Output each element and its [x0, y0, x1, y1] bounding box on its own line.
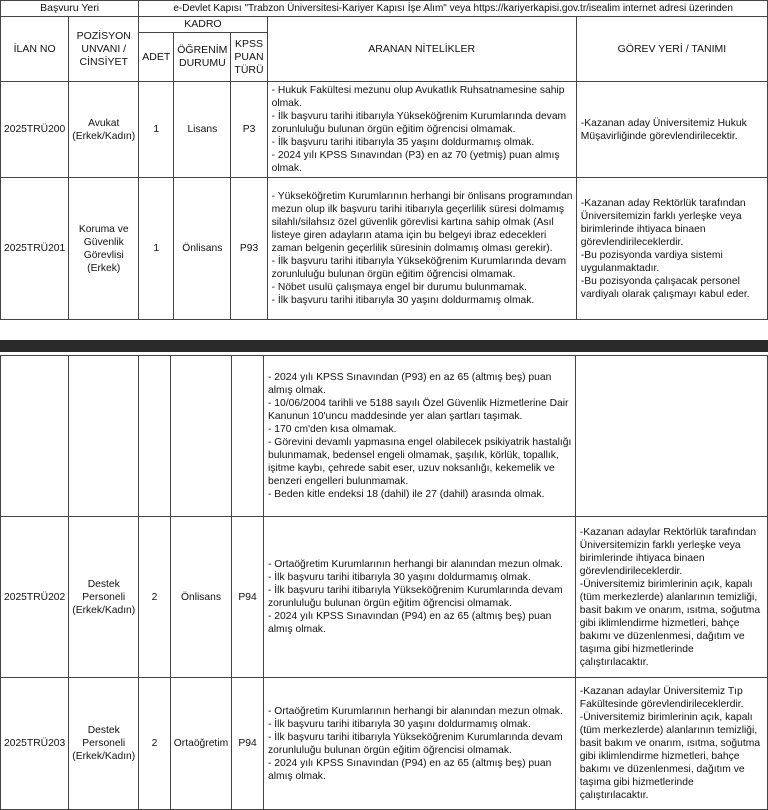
- nitelik-item: - Hukuk Fakültesi mezunu olup Avukatlık Ruhsatnamesine sahip olmak.: [271, 85, 565, 109]
- nitelik-item: - Ortaöğretim Kurumlarının herhangi bir alanından mezun olmak.: [268, 559, 563, 570]
- nitelik-item: - İlk başvuru tarihi itibarıyla 30 yaşını doldurmamış olmak.: [268, 572, 531, 583]
- ogrenim: Ortaöğretim: [170, 678, 231, 810]
- nitelik-item: - İlk başvuru tarihi itibarıyla Yükseköğrenim Kurumlarında devam zorunluluğu bulunan örgün eğitim öğrencisi olmamak.: [268, 731, 563, 756]
- pozisyon: [69, 356, 139, 517]
- gorev-cell: [575, 678, 767, 810]
- apply-place-label: Başvuru Yeri: [1, 1, 139, 17]
- kpss: P94: [232, 517, 264, 678]
- gorev-item: -Bu pozisyonda vardiya sistemi uygulanmaktadır.: [580, 249, 723, 274]
- gorev-cell: [575, 356, 767, 517]
- ilan-no: 2025TRÜ201: [1, 178, 69, 320]
- page-break-bar: [0, 340, 768, 352]
- gorev-item: -Kazanan adaylar Üniversitemiz Tıp Fakültesinde görevlendirileceklerdir.: [579, 686, 744, 710]
- adet: 2: [139, 678, 171, 810]
- col-nitelikler: ARANAN NİTELİKLER: [267, 17, 576, 82]
- nitelik-item: - İlk başvuru tarihi itibarıyla Yükseköğrenim Kurumlarında devam zorunluluğu bulunan örgün eğitim öğrencisi olmamak.: [271, 256, 567, 280]
- col-ilan-no: İLAN NO: [1, 17, 69, 82]
- nitelik-item: - 170 cm'den kısa olmamak.: [268, 424, 397, 435]
- nitelik-item: - 2024 yılı KPSS Sınavından (P3) en az 70 (yetmiş) puan almış olmak.: [271, 150, 560, 174]
- nitelikler-cell: [264, 356, 576, 517]
- col-ogrenim: ÖĞRENİM DURUMU: [174, 33, 231, 82]
- adet: [139, 356, 171, 517]
- nitelik-item: - Nöbet usulü çalışmaya engel bir durumu bulunmamak.: [271, 282, 527, 293]
- kpss: P93: [231, 178, 267, 320]
- gorev-item: -Kazanan aday Rektörlük tarafından Üniversitemizin farklı yerleşke veya birimlerinde ihtiyaca binaen görevlendirileceklerdir.: [580, 197, 746, 248]
- pozisyon: Destek Personeli (Erkek/Kadın): [69, 678, 139, 810]
- nitelik-item: - 2024 yılı KPSS Sınavından (P94) en az 65 (altmış beş) puan almış olmak.: [268, 757, 552, 782]
- table-row: [1, 356, 768, 517]
- table-row: [1, 517, 768, 678]
- gorev-item: -Kazanan aday Üniversitemiz Hukuk Müşavirliğinde görevlendirilecektir.: [580, 117, 747, 142]
- gorev-cell: [576, 178, 767, 320]
- ilan-no: 2025TRÜ202: [1, 517, 69, 678]
- nitelik-item: - İlk başvuru tarihi itibarıyla 35 yaşını doldurmamış olmak.: [271, 137, 535, 148]
- pozisyon: Destek Personeli (Erkek/Kadın): [69, 517, 139, 678]
- table-row: [1, 82, 768, 178]
- nitelik-item: - Görevini devamlı yapmasına engel olabilecek psikiyatrik hastalığı bulunmamak, bedensel engeli olmamak, şaşılık, körlük, topallık, işitme kaybı, çehrede sabit eser, uzuv noksanlığı, kekemelik ve benzeri engelleri bulunmamak.: [268, 437, 572, 487]
- ilan-no: [1, 356, 69, 517]
- nitelik-item: - İlk başvuru tarihi itibarıyla Yükseköğrenim Kurumlarında devam zorunluluğu bulunan örgün eğitim öğrencisi olmamak.: [268, 585, 563, 609]
- nitelik-item: - 10/06/2004 tarihli ve 5188 sayılı Özel Güvenlik Hizmetlerine Dair Kanunun 10'uncu maddesinde yer alan şartları taşımak.: [268, 398, 569, 422]
- kpss: P94: [232, 678, 264, 810]
- col-gorev: GÖREV YERİ / TANIMI: [576, 17, 767, 82]
- adet: 2: [139, 517, 171, 678]
- col-kpss: KPSS PUAN TÜRÜ: [231, 33, 267, 82]
- pozisyon: Koruma ve Güvenlik Görevlisi (Erkek): [69, 178, 139, 320]
- kpss: P3: [231, 82, 267, 178]
- job-table-bottom: [0, 355, 768, 810]
- ogrenim: Önlisans: [170, 517, 231, 678]
- nitelik-item: - Ortaöğretim Kurumlarının herhangi bir alanından mezun olmak.: [268, 705, 563, 717]
- table-row: [1, 678, 768, 810]
- ogrenim: Önlisans: [174, 178, 231, 320]
- nitelik-item: - Yükseköğretim Kurumlarının herhangi bir önlisans programından mezun olup ilk başvuru tarihi itibarıyla geçerlilik süresi dolmamış silahlı/silahsız özel güvenlik görevlisi kartına sahip olmak (Asıl listeye giren adayların atama için bu belgeyi ibraz edecekleri zaman belgenin geçerlilik süresinin dolmamış olması gerekir).: [271, 191, 573, 254]
- nitelik-item: - İlk başvuru tarihi itibarıyla 30 yaşını doldurmamış olmak.: [268, 718, 531, 730]
- ogrenim: Lisans: [174, 82, 231, 178]
- table-row: [1, 178, 768, 320]
- ilan-no: 2025TRÜ203: [1, 678, 69, 810]
- adet: 1: [139, 178, 174, 320]
- adet: 1: [139, 82, 174, 178]
- nitelik-item: - İlk başvuru tarihi itibarıyla Yükseköğrenim Kurumlarında devam zorunluluğu bulunan örgün eğitim öğrencisi olmamak.: [271, 111, 567, 135]
- nitelikler-cell: [264, 517, 576, 678]
- gorev-item: -Bu pozisyonda çalışacak personel vardiyalı olarak çalışmayı kabul eder.: [580, 275, 750, 300]
- nitelikler-cell: [264, 678, 576, 810]
- ilan-no: 2025TRÜ200: [1, 82, 69, 178]
- col-adet: ADET: [139, 33, 174, 82]
- nitelikler-cell: [267, 82, 576, 178]
- gorev-item: -Üniversitemiz birimlerinin açık, kapalı (tüm merkezlerde) alanlarının temizliği, basit bakım ve onarım, ısıtma, soğutma gibi iklimlendirme hizmetleri, bahçe bakımı ve düzenlenmesi, dağıtım ve taşıma gibi hizmetlerinde çalıştırılacaktır.: [579, 578, 761, 668]
- gorev-item: -Kazanan adaylar Rektörlük tarafından Üniversitemizin farklı yerleşke veya birimlerinde ihtiyaca binaen görevlendirileceklerdir.: [579, 526, 757, 577]
- job-table-top: [0, 0, 768, 320]
- nitelik-item: - İlk başvuru tarihi itibarıyla 30 yaşını doldurmamış olmak.: [271, 295, 535, 306]
- nitelik-item: - 2024 yılı KPSS Sınavından (P93) en az 65 (altmış beş) puan almış olmak.: [268, 372, 552, 396]
- gorev-cell: [575, 517, 767, 678]
- col-pozisyon: POZİSYON UNVANI / CİNSİYET: [69, 17, 139, 82]
- col-kadro: KADRO: [139, 17, 267, 33]
- nitelik-item: - Beden kitle endeksi 18 (dahil) ile 27 (dahil) arasında olmak.: [268, 489, 545, 500]
- gorev-item: -Üniversitemiz birimlerinin açık, kapalı (tüm merkezlerde) alanlarının temizliği, basit bakım ve onarım, ısıtma, soğutma gibi iklimlendirme hizmetleri, bahçe bakımı ve düzenlenmesi, dağıtım ve taşıma gibi hizmetlerinde çalıştırılacaktır.: [579, 712, 761, 801]
- kpss: [232, 356, 264, 517]
- nitelikler-cell: [267, 178, 576, 320]
- apply-place-value: e-Devlet Kapısı "Trabzon Üniversitesi-Kariyer Kapısı İşe Alım" veya https://kariyerkapisi.gov.tr/isealim internet adresi üzerinden: [139, 1, 768, 17]
- pozisyon: Avukat (Erkek/Kadın): [69, 82, 139, 178]
- nitelik-item: - 2024 yılı KPSS Sınavından (P94) en az 65 (altmış beş) puan almış olmak.: [268, 611, 552, 635]
- gorev-cell: [576, 82, 767, 178]
- ogrenim: [170, 356, 231, 517]
